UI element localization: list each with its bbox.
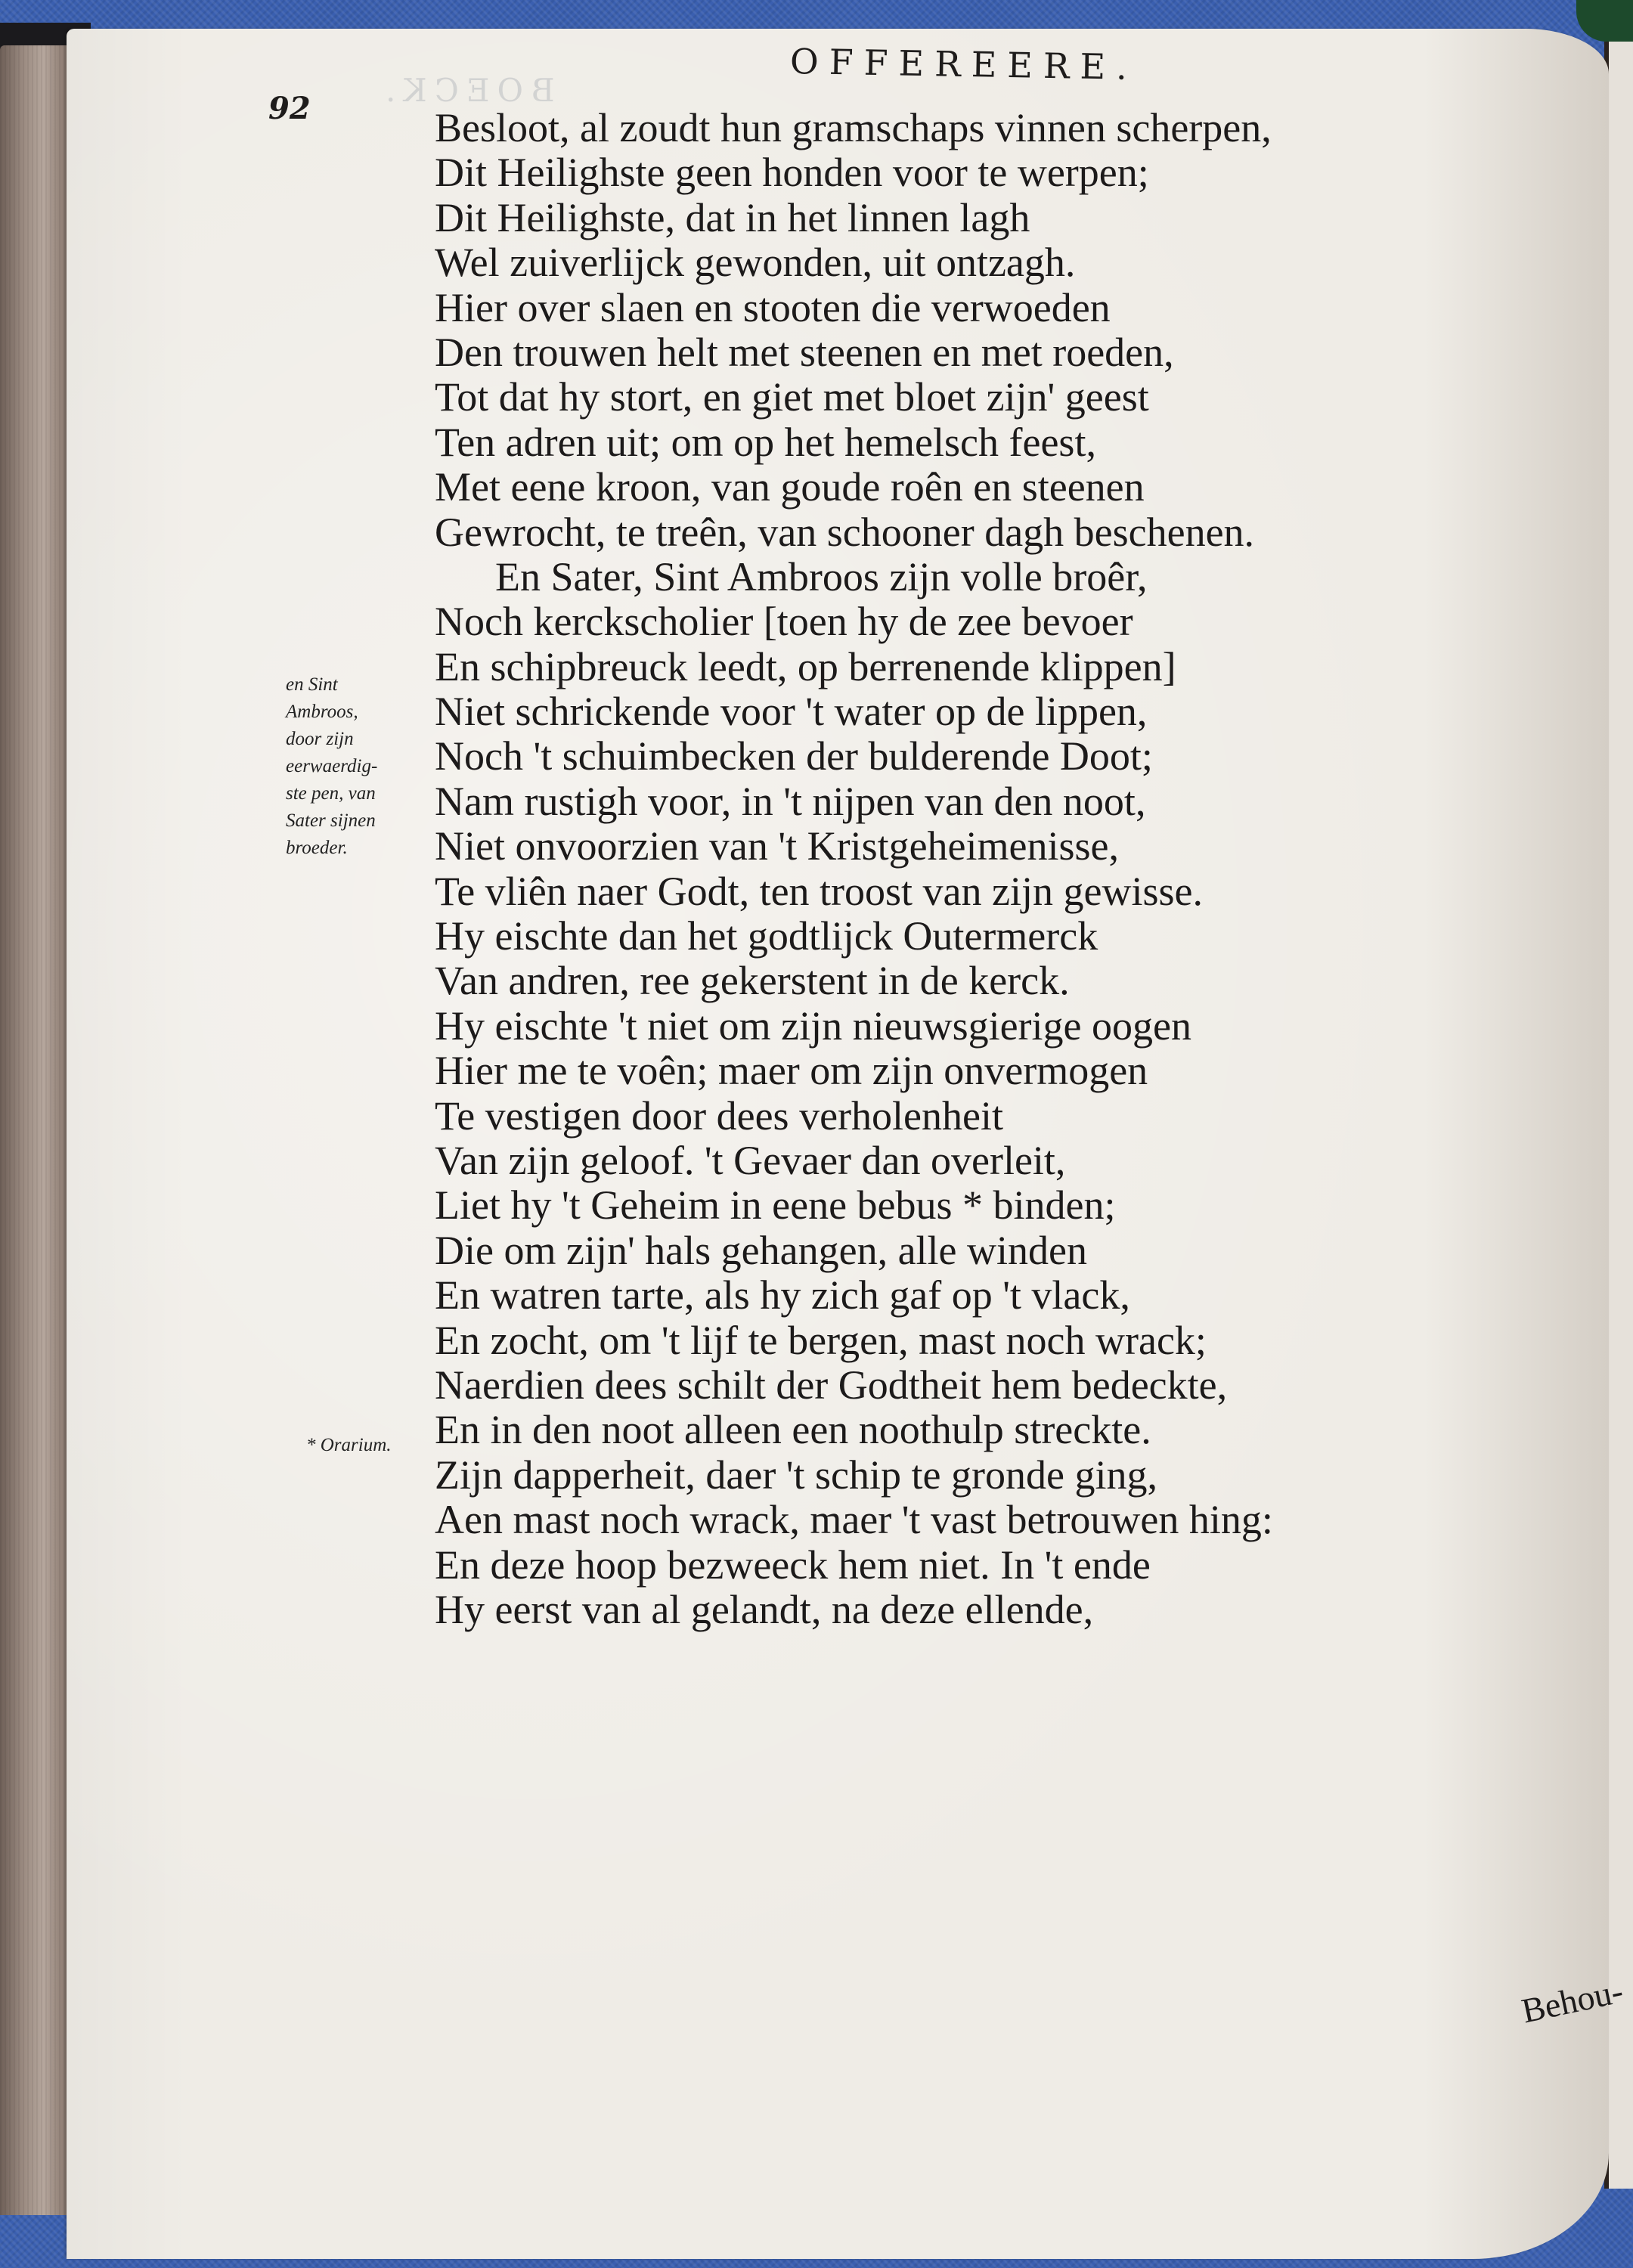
- verse-line: Den trouwen helt met steenen en met roeden,: [435, 329, 1174, 375]
- marginal-note-line: Sater sijnen: [286, 810, 376, 831]
- marginal-note-line: ste pen, van: [286, 783, 376, 804]
- verse-block: [435, 106, 1569, 1632]
- verse-line: Hier me te voên; maer om zijn onvermogen: [435, 1048, 1148, 1094]
- verse-line: Van andren, ree gekerstent in de kerck.: [435, 958, 1070, 1004]
- verse-line: Ten adren uit; om op het hemelsch feest,: [435, 419, 1096, 465]
- verse-line: En Sater, Sint Ambroos zijn volle broêr,: [495, 553, 1148, 600]
- marginal-note-line: door zijn: [286, 729, 354, 749]
- verse-line: Noch kerckscholier [toen hy de zee bevoer: [435, 599, 1133, 645]
- marginal-note-ambroos: [286, 671, 437, 862]
- marginal-note-line: eerwaerdig-: [286, 756, 378, 776]
- verse-line: Niet schrickende voor 't water op de lippen,: [435, 689, 1148, 735]
- verse-line: Niet onvoorzien van 't Kristgeheimenisse,: [435, 823, 1120, 869]
- verse-line: Die om zijn' hals gehangen, alle winden: [435, 1227, 1087, 1273]
- bookmark-ribbon: [1576, 0, 1633, 42]
- verse-line: Hy eerst van al gelandt, na deze ellende,: [435, 1586, 1094, 1632]
- show-through-text: BOECK.: [378, 72, 555, 109]
- verse-line: Hy eischte 't niet om zijn nieuwsgierige oogen: [435, 1002, 1191, 1049]
- verse-line: Tot dat hy stort, en giet met bloet zijn' geest: [435, 374, 1149, 420]
- verse-line: Aen mast noch wrack, maer 't vast betrouwen hing:: [435, 1497, 1273, 1543]
- marginal-note-line: en Sint: [286, 674, 338, 695]
- verse-line: Noch 't schuimbecken der bulderende Doot;: [435, 733, 1153, 779]
- running-head: OFFEREERE.: [789, 40, 1139, 88]
- verse-line: Liet hy 't Geheim in eene bebus * binden;: [435, 1182, 1116, 1228]
- catchword: Behou-: [1518, 1971, 1627, 2031]
- verse-line: Hy eischte dan het godtlijck Outermerck: [435, 913, 1098, 959]
- verse-line: Gewrocht, te treên, van schooner dagh beschenen.: [435, 509, 1255, 555]
- verse-line: En deze hoop bezweeck hem niet. In 't ende: [435, 1541, 1151, 1588]
- verse-line: Met eene kroon, van goude roên en steenen: [435, 464, 1145, 510]
- verse-line: Naerdien dees schilt der Godtheit hem bedeckte,: [435, 1362, 1228, 1408]
- verse-line: Besloot, al zoudt hun gramschaps vinnen scherpen,: [435, 105, 1272, 150]
- verse-line: Dit Heilighste geen honden voor te werpen;: [435, 150, 1149, 196]
- verse-line: En in den noot alleen een noothulp streckte.: [435, 1407, 1151, 1453]
- marginal-note-orarium: * Orarium.: [306, 1435, 392, 1455]
- marginal-note-line: broeder.: [286, 838, 348, 858]
- marginal-note-line: Ambroos,: [286, 702, 358, 722]
- verse-line: Nam rustigh voor, in 't nijpen van den noot,: [435, 778, 1146, 824]
- verse-line: Zijn dapperheit, daer 't schip te gronde ging,: [435, 1452, 1157, 1498]
- facing-page-edge: [1609, 42, 1633, 2189]
- verse-line: En zocht, om 't lijf te bergen, mast noch wrack;: [435, 1317, 1207, 1363]
- verse-line: Wel zuiverlijck gewonden, uit ontzagh.: [435, 240, 1076, 286]
- verse-line: Te vliên naer Godt, ten troost van zijn gewisse.: [435, 868, 1203, 914]
- verse-line: Dit Heilighste, dat in het linnen lagh: [435, 194, 1030, 240]
- verse-line: Van zijn geloof. 't Gevaer dan overleit,: [435, 1137, 1066, 1183]
- verse-line: Te vestigen door dees verholenheit: [435, 1092, 1003, 1139]
- verse-line: En schipbreuck leedt, op berrenende klippen]: [435, 643, 1176, 689]
- page-number: 92: [268, 91, 311, 126]
- verse-line: En watren tarte, als hy zich gaf op 't vlack,: [435, 1272, 1130, 1318]
- verse-line: Hier over slaen en stooten die verwoeden: [435, 284, 1111, 330]
